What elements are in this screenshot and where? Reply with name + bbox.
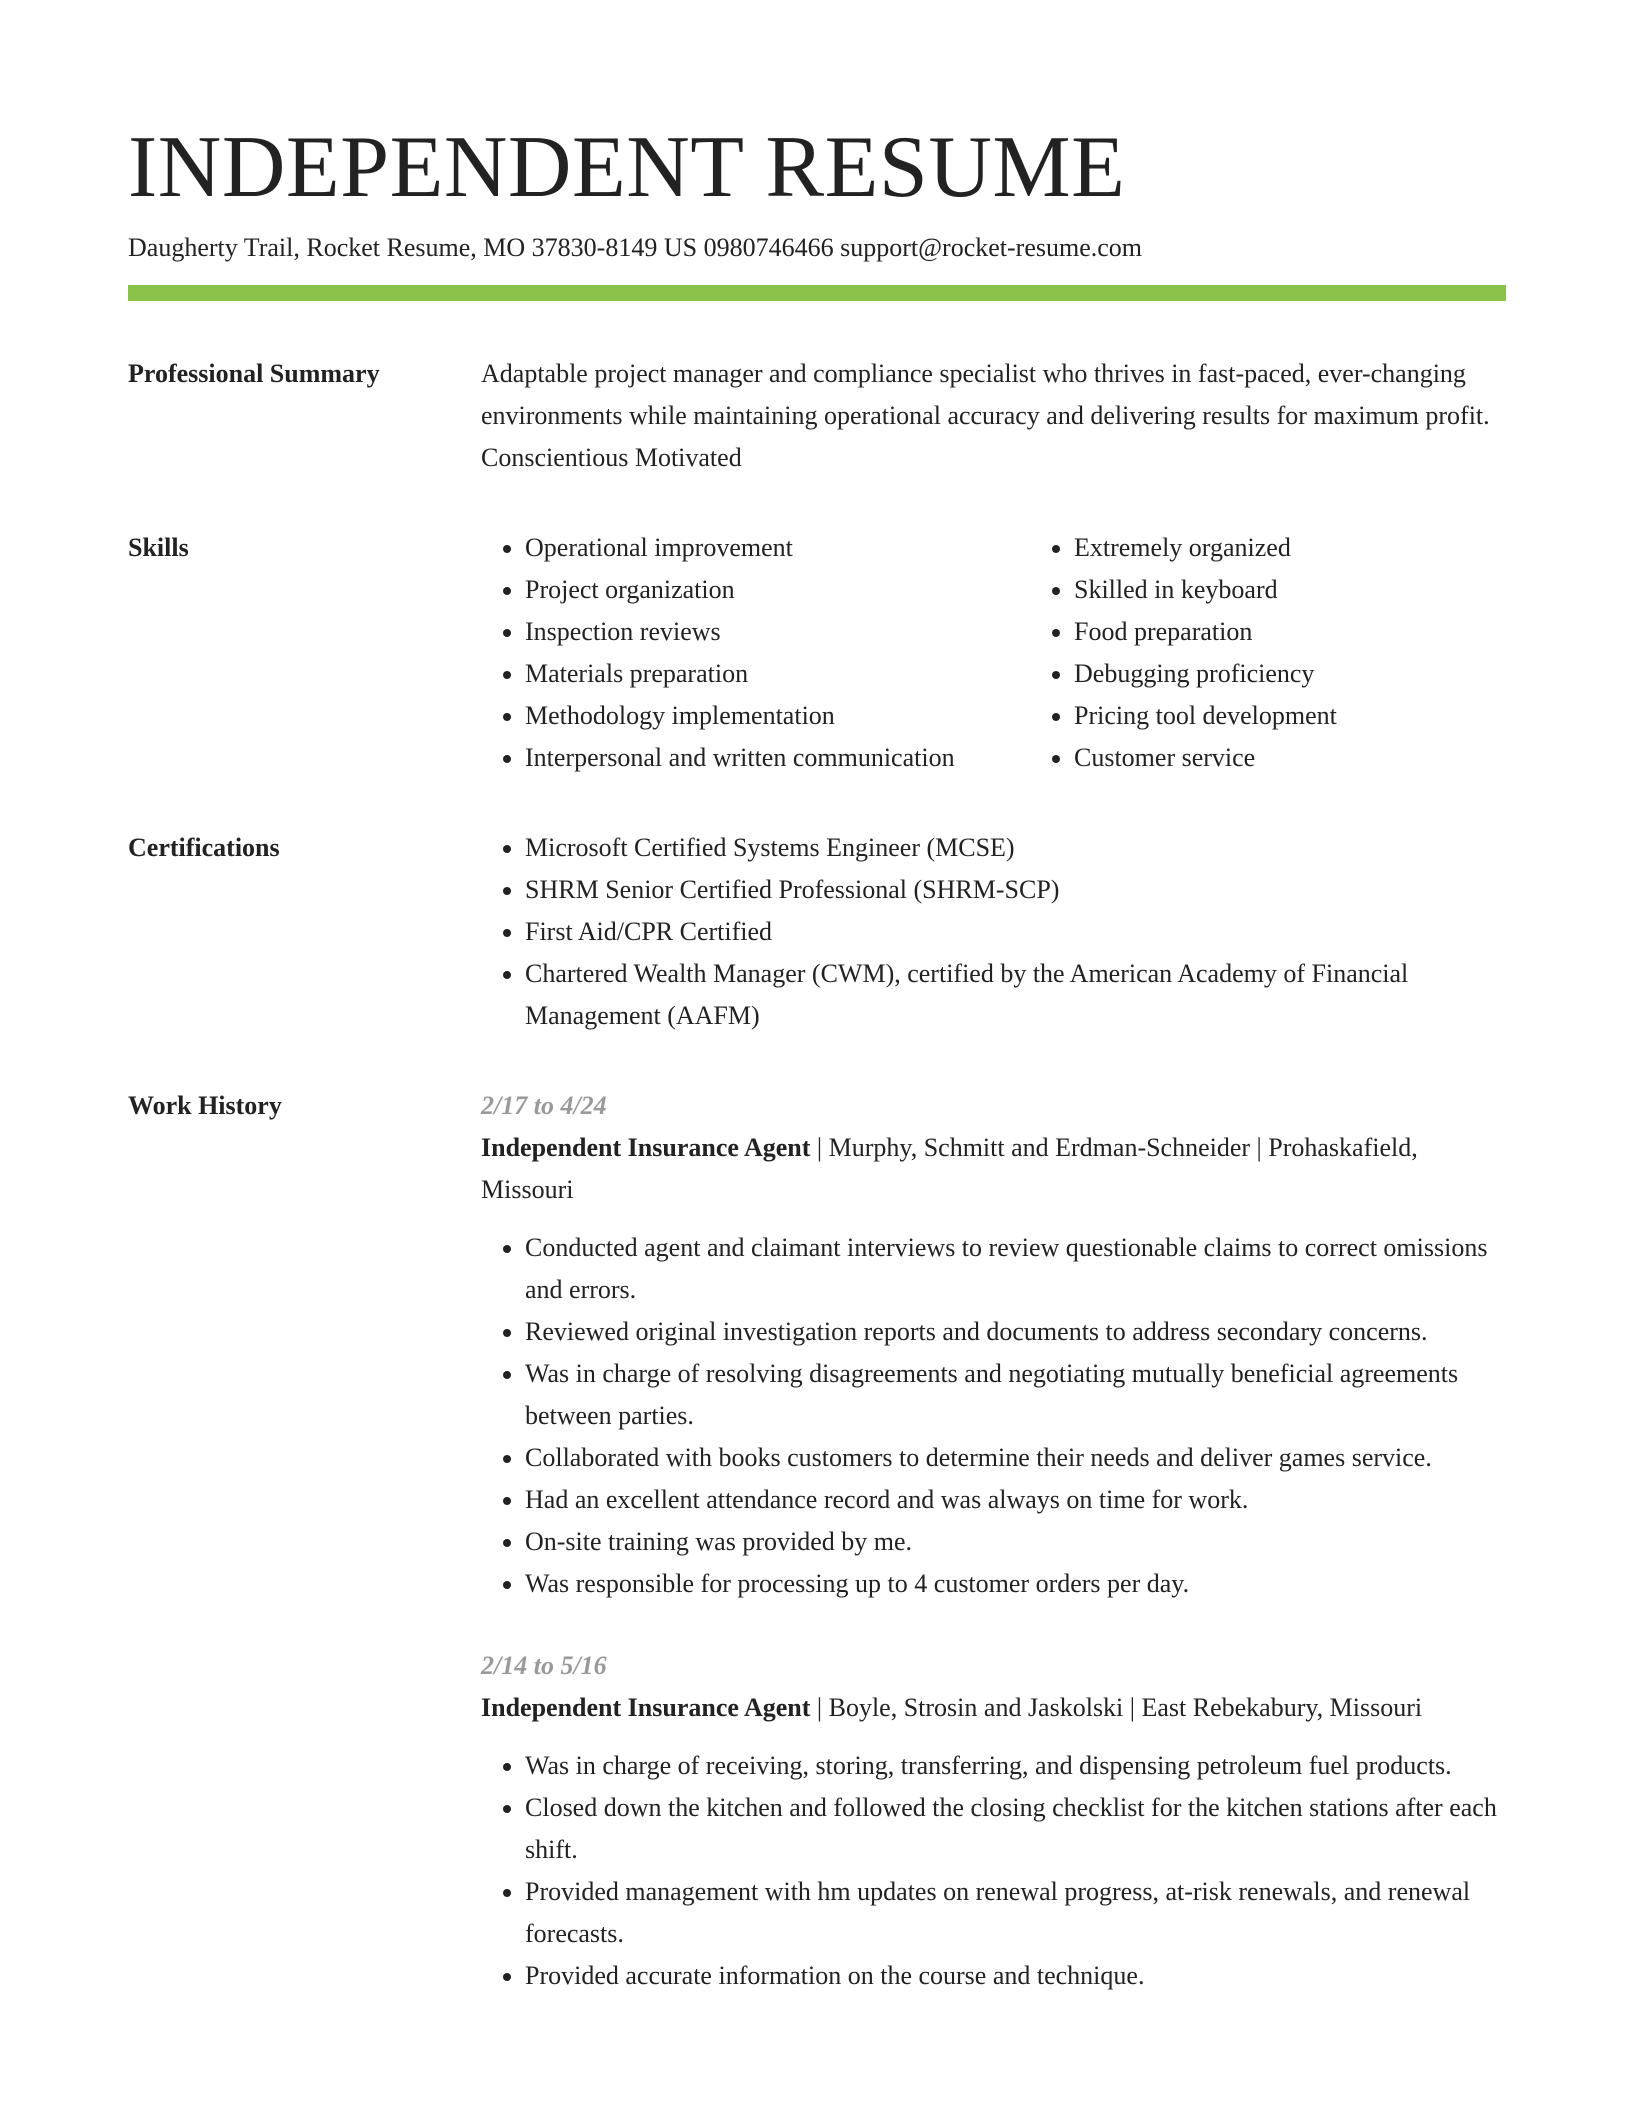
certification-item: • Chartered Wealth Manager (CWM), certified by the American Academy of Financial Management (AAFM) bbox=[525, 953, 1506, 1037]
job-employer-location: | Boyle, Strosin and Jaskolski | East Rebekabury, Missouri bbox=[810, 1693, 1423, 1722]
skill-item: • Skilled in keyboard bbox=[1074, 569, 1506, 611]
skill-item: • Project organization bbox=[525, 569, 1030, 611]
skill-item: • Customer service bbox=[1074, 737, 1506, 779]
job-bullet: • Was in charge of receiving, storing, transferring, and dispensing petroleum fuel products. bbox=[525, 1745, 1506, 1787]
job-bullet: • Was responsible for processing up to 4 customer orders per day. bbox=[525, 1563, 1506, 1605]
job-title: Independent Insurance Agent bbox=[481, 1693, 811, 1722]
job-bullet: • Reviewed original investigation reports and documents to address secondary concerns. bbox=[525, 1311, 1506, 1353]
job-bullet: • Had an excellent attendance record and was always on time for work. bbox=[525, 1479, 1506, 1521]
work-history-heading: Work History bbox=[128, 1091, 282, 1120]
job-bullets bbox=[481, 1227, 1506, 1605]
skill-item: • Materials preparation bbox=[525, 653, 1030, 695]
contact-phone: 0980746466 bbox=[703, 233, 834, 262]
summary-heading: Professional Summary bbox=[128, 359, 380, 388]
certifications-section bbox=[128, 827, 1506, 1037]
job-bullet: • Was in charge of resolving disagreements and negotiating mutually beneficial agreements between parties. bbox=[525, 1353, 1506, 1437]
skills-section bbox=[128, 527, 1506, 779]
job-header bbox=[481, 1687, 1506, 1729]
skill-item: • Operational improvement bbox=[525, 527, 1030, 569]
job-employer-location: | Murphy, Schmitt and Erdman-Schneider | Prohaskafield, Missouri bbox=[481, 1133, 1418, 1204]
contact-email: support@rocket-resume.com bbox=[840, 233, 1143, 262]
skills-heading: Skills bbox=[128, 533, 189, 562]
job-title: Independent Insurance Agent bbox=[481, 1133, 811, 1162]
job-entry bbox=[481, 1645, 1506, 1997]
contact-address: Daugherty Trail, Rocket Resume, MO 37830-8149 US bbox=[128, 233, 698, 262]
certification-item: • SHRM Senior Certified Professional (SHRM-SCP) bbox=[525, 869, 1506, 911]
summary-text: Adaptable project manager and compliance specialist who thrives in fast-paced, ever-changing environments while maintaining operational accuracy and delivering results for maximum profit. Conscientious Motivated bbox=[481, 359, 1490, 472]
job-bullet: • Conducted agent and claimant interviews to review questionable claims to correct omissions and errors. bbox=[525, 1227, 1506, 1311]
job-header bbox=[481, 1127, 1506, 1211]
header-divider bbox=[128, 285, 1506, 301]
skills-content bbox=[481, 527, 1506, 779]
resume-name: INDEPENDENT RESUME bbox=[128, 119, 1126, 216]
certifications-list bbox=[481, 827, 1506, 1037]
job-bullet: • Provided management with hm updates on renewal progress, at-risk renewals, and renewal forecasts. bbox=[525, 1871, 1506, 1955]
skill-item: • Pricing tool development bbox=[1074, 695, 1506, 737]
resume-page bbox=[128, 118, 1506, 1997]
job-bullets bbox=[481, 1745, 1506, 1997]
job-bullet: • Provided accurate information on the course and technique. bbox=[525, 1955, 1506, 1997]
certifications-content bbox=[481, 827, 1506, 1037]
certifications-heading: Certifications bbox=[128, 833, 280, 862]
skills-list-right bbox=[1030, 527, 1506, 779]
skill-item: • Debugging proficiency bbox=[1074, 653, 1506, 695]
job-bullet: • Collaborated with books customers to determine their needs and deliver games service. bbox=[525, 1437, 1506, 1479]
job-bullet: • Closed down the kitchen and followed the closing checklist for the kitchen stations after each shift. bbox=[525, 1787, 1506, 1871]
certification-item: • Microsoft Certified Systems Engineer (MCSE) bbox=[525, 827, 1506, 869]
job-dates: 2/17 to 4/24 bbox=[481, 1091, 607, 1120]
job-entry bbox=[481, 1085, 1506, 1605]
job-dates: 2/14 to 5/16 bbox=[481, 1651, 607, 1680]
summary-content bbox=[481, 353, 1506, 479]
skill-item: • Inspection reviews bbox=[525, 611, 1030, 653]
skill-item: • Methodology implementation bbox=[525, 695, 1030, 737]
work-history-content bbox=[481, 1085, 1506, 1997]
summary-section bbox=[128, 353, 1506, 479]
work-history-section bbox=[128, 1085, 1506, 1997]
skill-item: • Food preparation bbox=[1074, 611, 1506, 653]
skill-item: • Extremely organized bbox=[1074, 527, 1506, 569]
job-bullet: • On-site training was provided by me. bbox=[525, 1521, 1506, 1563]
skills-list-left bbox=[481, 527, 1030, 779]
contact-line bbox=[128, 230, 1506, 266]
skill-item: • Interpersonal and written communication bbox=[525, 737, 1030, 779]
certification-item: • First Aid/CPR Certified bbox=[525, 911, 1506, 953]
